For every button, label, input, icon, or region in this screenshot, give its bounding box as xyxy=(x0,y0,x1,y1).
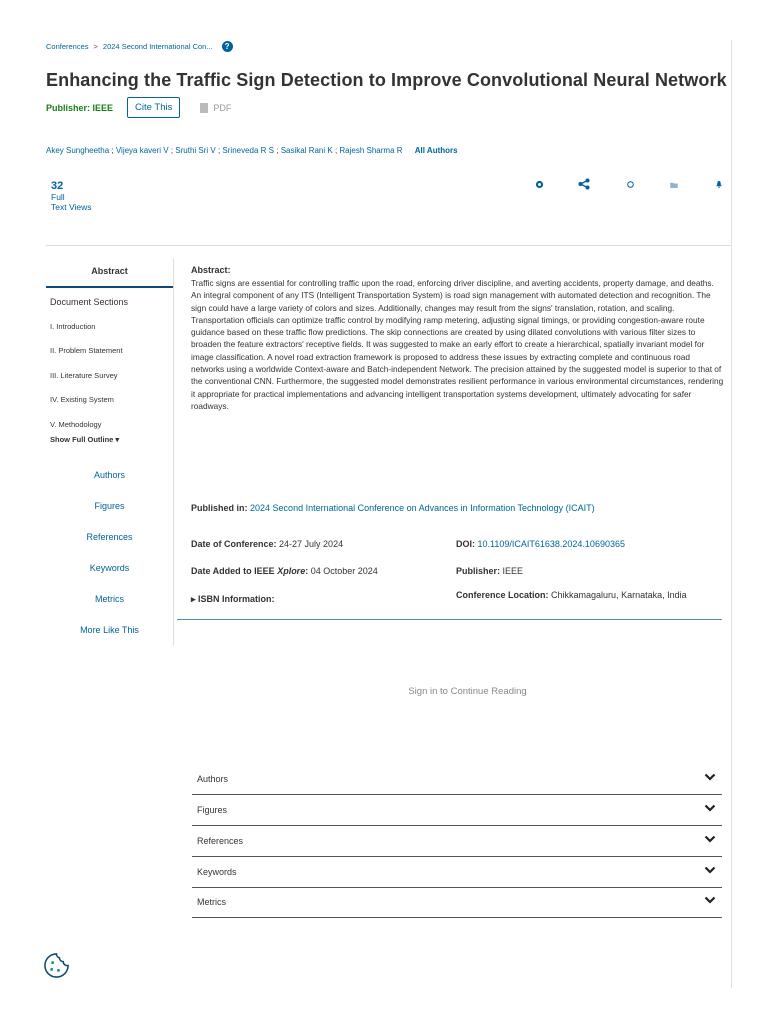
text-views-count: 32 xyxy=(51,180,64,192)
date-of-conference xyxy=(191,539,343,549)
author-link[interactable]: Sasikal Rani K xyxy=(280,146,333,155)
cookie-icon[interactable] xyxy=(43,952,70,979)
folder-icon[interactable] xyxy=(670,182,678,188)
all-authors-link[interactable]: All Authors xyxy=(414,146,458,155)
abstract-heading: Abstract: xyxy=(191,265,231,275)
published-in-link[interactable]: 2024 Second International Conference on Advances in Information Technology (ICAIT) xyxy=(250,503,595,513)
conference-location xyxy=(456,590,687,600)
author-link[interactable]: Akey Sungheetha xyxy=(46,146,110,155)
page-title: Enhancing the Traffic Sign Detection to Improve Convolutional Neural Network xyxy=(46,70,727,90)
date-added-value: 04 October 2024 xyxy=(310,566,378,576)
accordion-metrics[interactable] xyxy=(192,886,722,918)
isbn-label: ISBN Information: xyxy=(198,594,275,604)
section-existing-system[interactable]: IV. Existing System xyxy=(50,395,114,404)
caret-right-icon: ▸ xyxy=(191,594,196,604)
accordion-metrics-label: Metrics xyxy=(197,897,226,907)
document-sections-title: Document Sections xyxy=(50,297,129,307)
details-divider xyxy=(177,619,722,620)
text-views-label-1: Full xyxy=(51,192,65,202)
share-icon[interactable] xyxy=(578,178,590,190)
sidebar-link-references[interactable]: References xyxy=(86,532,133,542)
publisher-detail xyxy=(456,566,523,576)
accordion-keywords-label: Keywords xyxy=(197,867,237,877)
pdf-label: PDF xyxy=(213,102,232,113)
publisher-label: Publisher: IEEE xyxy=(46,102,114,113)
chevron-down-icon xyxy=(704,834,716,844)
accordion-figures[interactable] xyxy=(192,794,722,826)
date-of-conference-label: Date of Conference: xyxy=(191,539,277,549)
author-link[interactable]: Sruthi Sri V xyxy=(175,146,216,155)
breadcrumb-conference[interactable]: 2024 Second International Con... xyxy=(102,42,213,51)
help-icon[interactable]: ? xyxy=(222,41,233,52)
publisher-row xyxy=(46,97,231,118)
sign-in-to-continue[interactable]: Sign in to Continue Reading xyxy=(408,686,527,697)
sidebar-divider xyxy=(173,258,174,646)
author-link[interactable]: Vijeya kaveri V xyxy=(115,146,169,155)
published-in-label: Published in: xyxy=(191,503,248,513)
abstract-text: Traffic signs are essential for controlling traffic upon the road, enforcing driver discipline, and averting accidents, property damage, and deaths. An integral component of any ITS (Intelligent Transportation System) is road sign management with automated detection and recognition. The sign could have a large variety of colors and sizes. Additionally, changes may result from the signs' translation, rotation, and scaling. Transportation officials can optimize traffic control by modifying ramp metering, adjusting signal timings, or providing congestion-aware route guidance based on these traffic flow predictions. The skip connections are created by using dilated convolutions with various filter sizes to broaden the feature extractors' receptive fields. It was suggested to make an early effort to create a hierarchical, spatially invariant model for image classification. A novel road extraction framework is proposed to address these issues by extracting complete and continuous road networks using a worldwide Context-aware and Batch-independent Network. The precision attained by the suggested model is superior to that of the conventional CNN. Furthermore, the suggested model demonstrates resilient performance in various environmental circumstances, rendering it appropriate for practical implementations and advancing intelligent transportation systems development, ultimately advocating for safer roadways. xyxy=(191,278,724,411)
section-introduction[interactable]: I. Introduction xyxy=(50,322,96,331)
cite-this-button[interactable]: Cite This xyxy=(127,97,180,118)
authors-line: Akey Sungheetha ; Vijeya kaveri V ; Sruthi Sri V ; Srineveda R S ; Sasikal Rani K ; Rajesh Sharma R All Authors xyxy=(46,146,458,155)
accordion-authors-label: Authors xyxy=(197,774,229,784)
conference-location-label: Conference Location: xyxy=(456,590,549,600)
accordion-figures-label: Figures xyxy=(197,805,228,815)
isbn-toggle[interactable] xyxy=(191,594,275,605)
published-in xyxy=(191,503,595,513)
conference-location-value: Chikkamagaluru, Karnataka, India xyxy=(551,590,687,600)
accordion-keywords[interactable] xyxy=(192,856,722,888)
sidebar-link-figures[interactable]: Figures xyxy=(94,501,125,511)
section-problem-statement[interactable]: II. Problem Statement xyxy=(50,346,123,355)
section-literature-survey[interactable]: III. Literature Survey xyxy=(50,371,118,380)
alert-icon[interactable] xyxy=(535,180,544,189)
chevron-down-icon xyxy=(704,865,716,875)
date-added-label: Date Added to IEEE Xplore: xyxy=(191,566,309,576)
copyright-icon[interactable] xyxy=(627,181,634,188)
breadcrumb xyxy=(46,41,233,52)
date-added xyxy=(191,566,378,576)
show-full-outline-button[interactable]: Show Full Outline ▾ xyxy=(50,435,120,444)
sidebar-link-more-like-this[interactable]: More Like This xyxy=(80,625,139,635)
chevron-down-icon xyxy=(704,895,716,905)
accordion-authors[interactable] xyxy=(192,763,722,795)
tab-abstract[interactable]: Abstract xyxy=(46,258,173,288)
header-divider xyxy=(46,245,731,246)
sidebar-link-authors[interactable]: Authors xyxy=(93,470,126,480)
pdf-icon xyxy=(200,103,208,113)
chevron-down-icon xyxy=(704,772,716,782)
author-link[interactable]: Rajesh Sharma R xyxy=(339,146,403,155)
breadcrumb-separator: > xyxy=(93,42,98,51)
publisher-detail-value: IEEE xyxy=(502,566,524,576)
date-of-conference-value: 24-27 July 2024 xyxy=(279,539,344,549)
text-views-label-2: Text Views xyxy=(51,202,92,212)
doi-link[interactable]: 10.1109/ICAIT61638.2024.10690365 xyxy=(477,539,625,549)
accordion-references-label: References xyxy=(197,836,244,846)
bell-icon[interactable] xyxy=(716,181,722,188)
chevron-down-icon xyxy=(704,803,716,813)
action-icons xyxy=(0,180,768,194)
author-link[interactable]: Srineveda R S xyxy=(222,146,275,155)
section-methodology[interactable]: V. Methodology xyxy=(50,420,102,429)
sidebar-link-keywords[interactable]: Keywords xyxy=(89,563,130,573)
doi-label: DOI: xyxy=(456,539,475,549)
accordion-references[interactable] xyxy=(192,825,722,857)
breadcrumb-conferences[interactable]: Conferences xyxy=(46,42,89,51)
pdf-link[interactable] xyxy=(200,103,231,113)
sidebar-link-metrics[interactable]: Metrics xyxy=(95,594,124,604)
publisher-detail-label: Publisher: xyxy=(456,566,501,576)
doi xyxy=(456,539,625,549)
